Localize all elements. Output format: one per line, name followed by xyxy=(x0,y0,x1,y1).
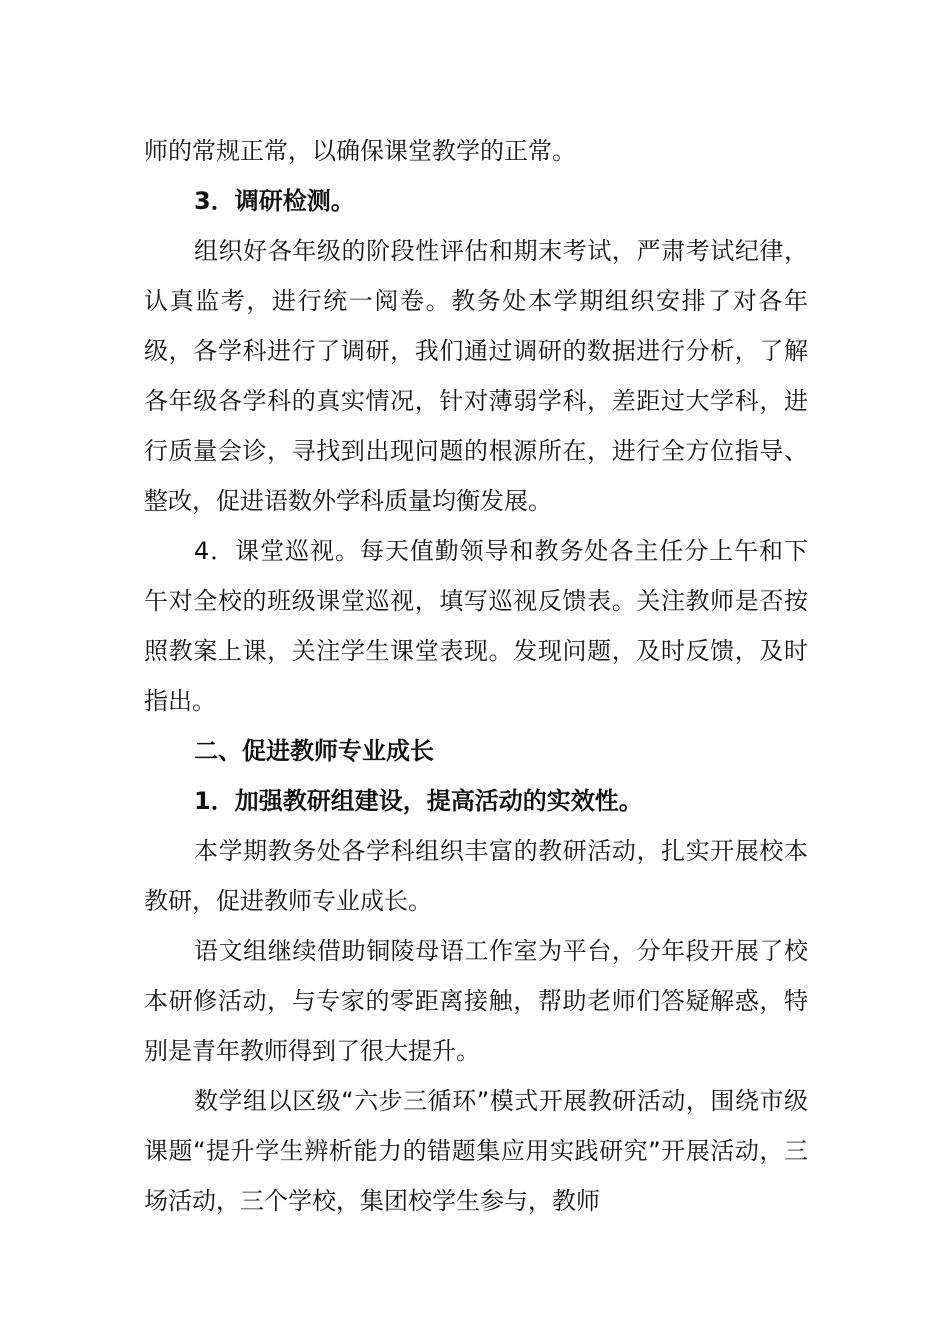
heading-research-group: 1．加强教研组建设，提高活动的实效性。 xyxy=(194,787,643,815)
paragraph-math-group: 数学组以区级“六步三循环”模式开展教研活动，围绕市级课题“提升学生辨析能力的错题集应用实践研究”开展活动，三场活动，三个学校，集团校学生参与，教师 xyxy=(144,1087,808,1215)
document-body xyxy=(144,126,808,1226)
paragraph-classroom-inspection: 4．课堂巡视。每天值勤领导和教务处各主任分上午和下午对全校的班级课堂巡视，填写巡视反馈表。关注教师是否按照教案上课，关注学生课堂表现。发现问题，及时反馈，及时指出。 xyxy=(144,537,808,715)
paragraph-chinese-group: 语文组继续借助铜陵母语工作室为平台，分年段开展了校本研修活动，与专家的零距离接触，帮助老师们答疑解惑，特别是青年教师得到了很大提升。 xyxy=(144,937,808,1065)
section-heading-teacher-growth: 二、促进教师专业成长 xyxy=(194,737,434,765)
paragraph-continuation: 师的常规正常，以确保课堂教学的正常。 xyxy=(144,137,576,165)
heading-research-testing: 3．调研检测。 xyxy=(194,187,355,215)
paragraph-research-testing: 组织好各年级的阶段性评估和期末考试，严肃考试纪律，认真监考，进行统一阅卷。教务处本学期组织安排了对各年级，各学科进行了调研，我们通过调研的数据进行分析，了解各年级各学科的真实情况，针对薄弱学科，差距过大学科，进行质量会诊，寻找到出现问题的根源所在，进行全方位指导、整改，促进语数外学科质量均衡发展。 xyxy=(144,237,808,515)
paragraph-research-activities: 本学期教务处各学科组织丰富的教研活动，扎实开展校本教研，促进教师专业成长。 xyxy=(144,837,808,915)
